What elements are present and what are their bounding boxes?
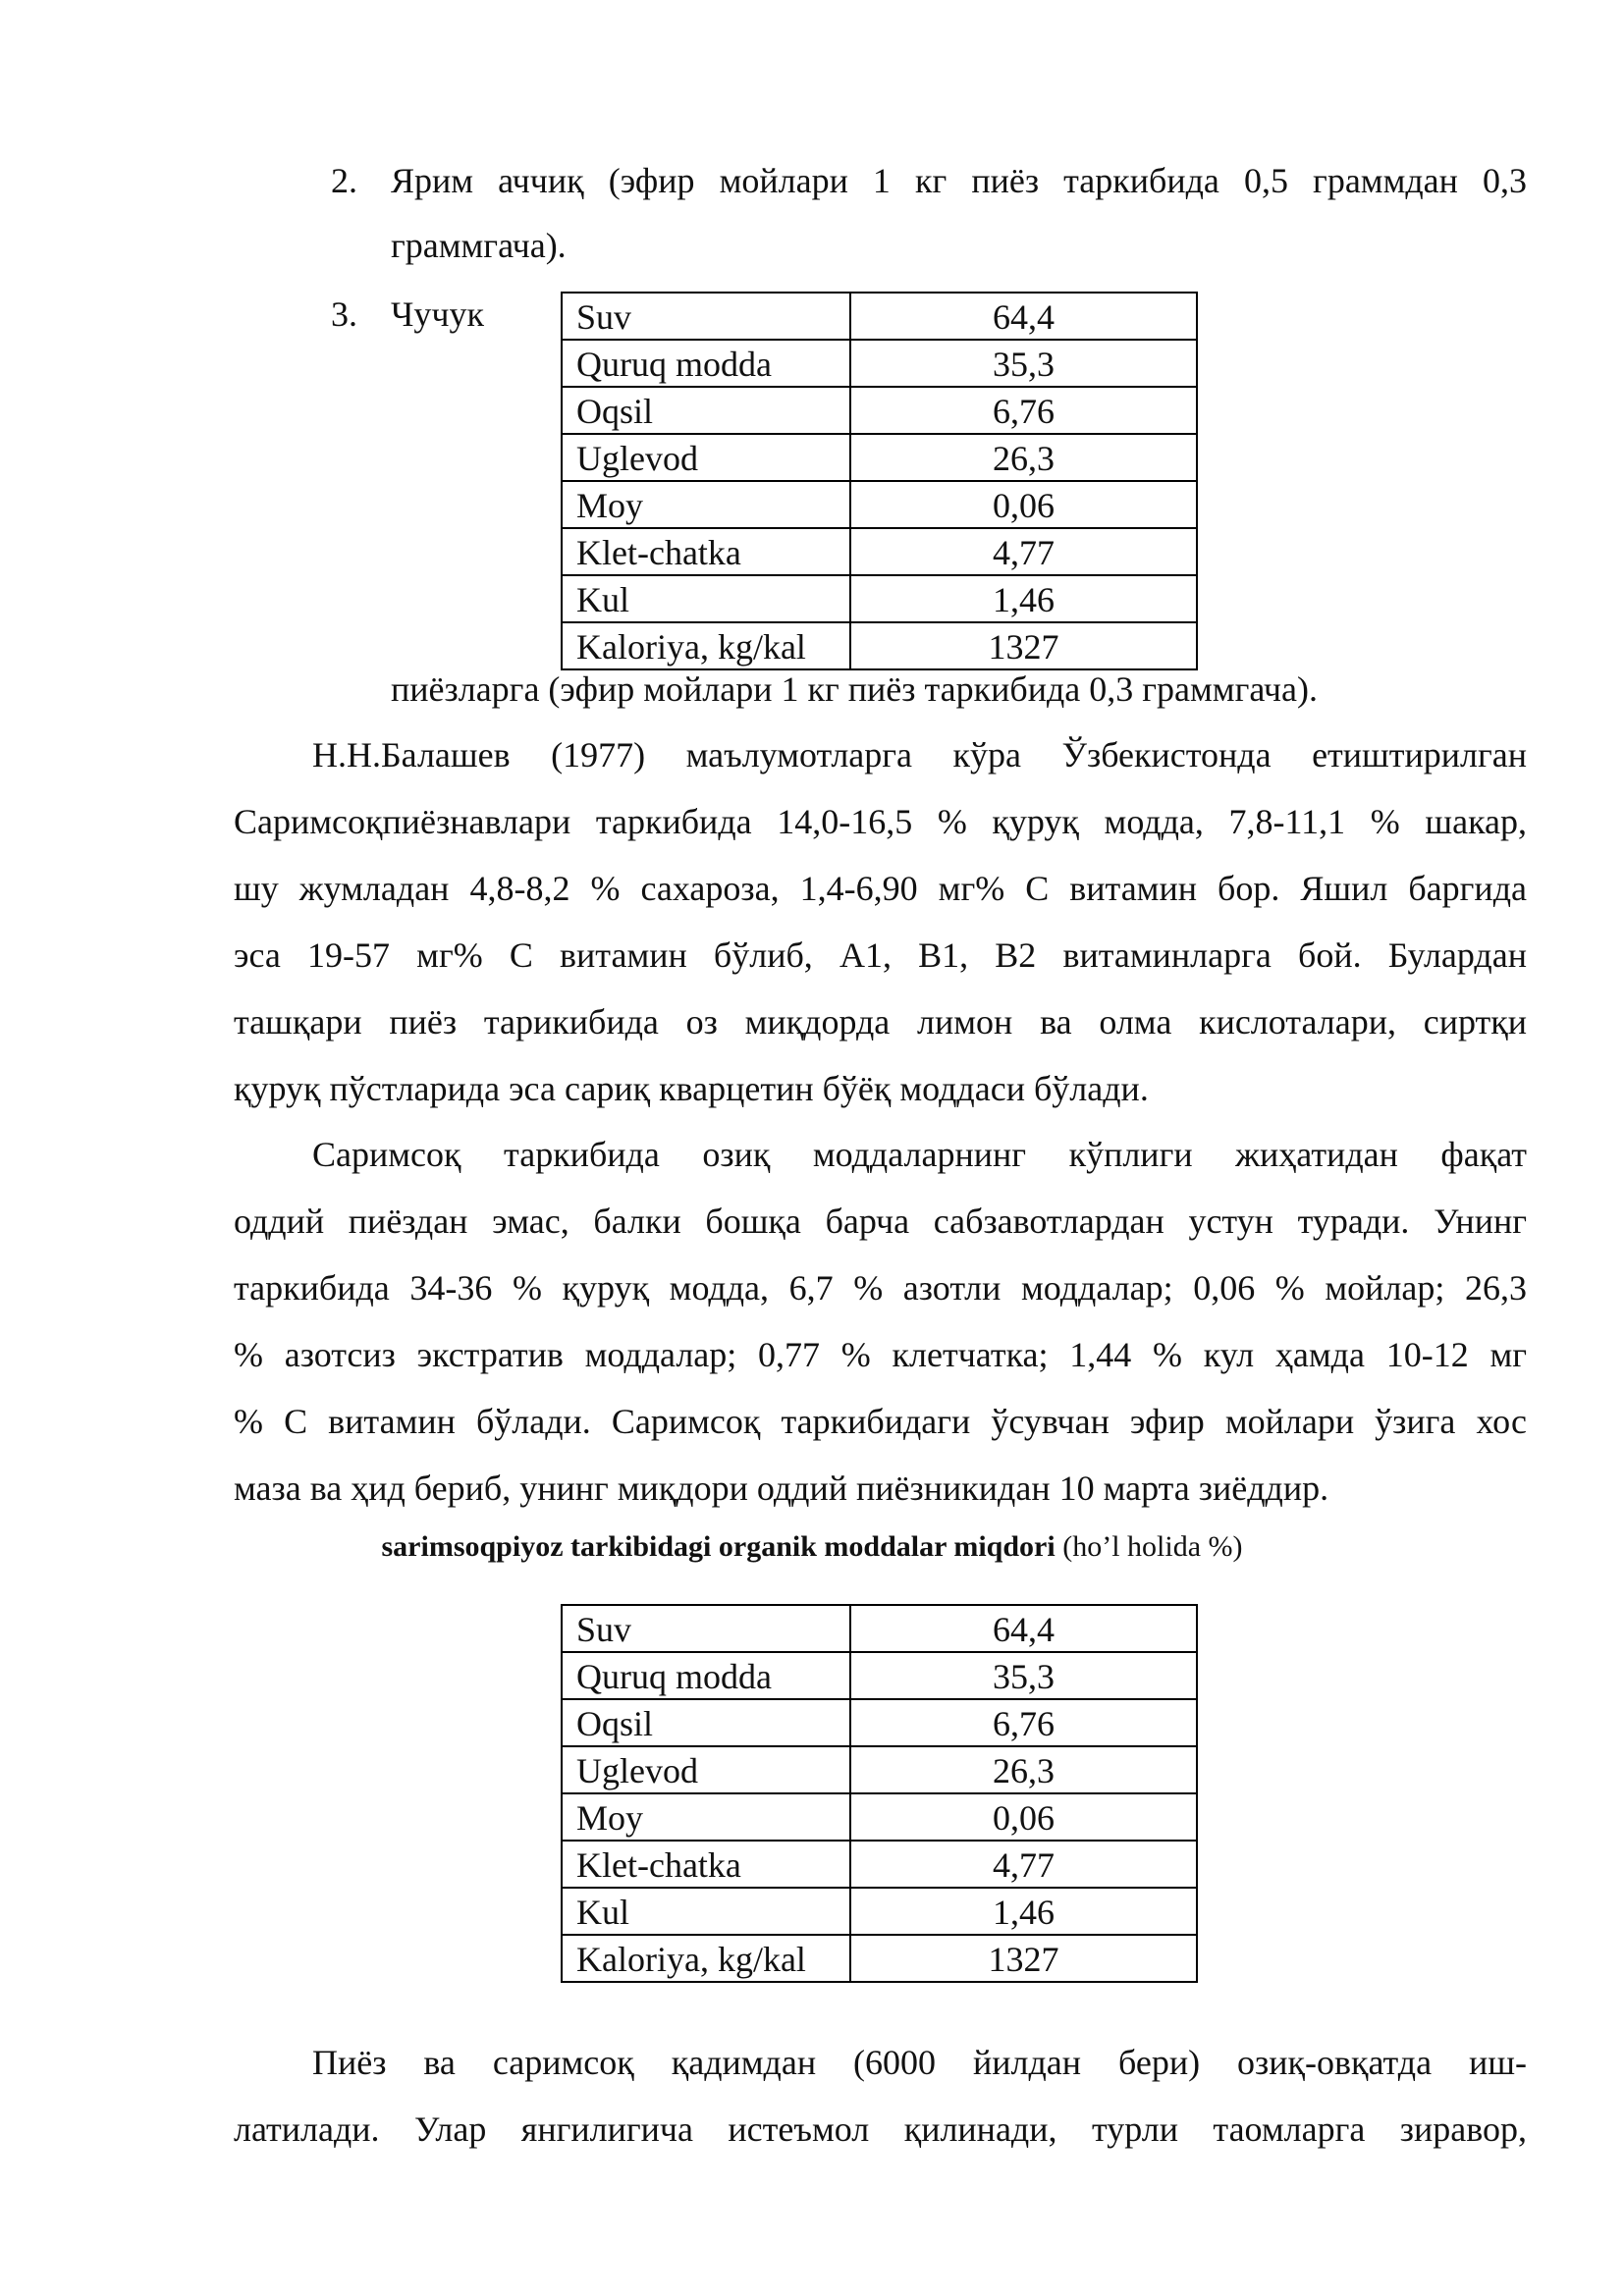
list-item-3-continuation: пиёзларга (эфир мойлари 1 кг пиёз таркибида 0,3 граммгача). [391,669,1318,709]
paragraph-line: % азотсиз экстратив моддалар; 0,77 % клетчатка; 1,44 % кул ҳамда 10-12 мг [234,1335,1527,1374]
row-label: Suv [562,293,850,340]
table-row [562,528,1197,575]
list-number-2: 2. [331,161,357,200]
table-caption [0,1529,1624,1565]
paragraph-line: латилади. Улар янгилигича истеъмол қилинади, турли таомларга зиравор, [234,2109,1527,2149]
row-value: 6,76 [850,387,1197,434]
paragraph-line: ташқари пиёз тарикибида оз миқдорда лимон ва олма кислоталари, сиртқи [234,1002,1527,1041]
table-row [562,1699,1197,1746]
list-item-2-line-2: граммгача). [391,226,567,265]
row-label: Quruq modda [562,1652,850,1699]
table-row [562,622,1197,669]
row-value: 26,3 [850,1746,1197,1793]
row-value: 64,4 [850,293,1197,340]
row-value: 35,3 [850,340,1197,387]
paragraph-line: Саримсоқпиёзнавлари таркибида 14,0-16,5 % қуруқ модда, 7,8-11,1 % шакар, [234,802,1527,841]
paragraph-line: Н.Н.Балашев (1977) маълумотларга кўра Ўзбекистонда етиштирилган [312,735,1527,774]
table-row [562,481,1197,528]
row-label: Oqsil [562,387,850,434]
row-value: 26,3 [850,434,1197,481]
table-row [562,1793,1197,1841]
caption-normal: (ho’l holida %) [1055,1530,1243,1563]
row-value: 4,77 [850,1841,1197,1888]
paragraph-line: Саримсоқ таркибида озиқ моддаларнинг кўплиги жиҳатидан фақат [312,1135,1527,1174]
row-value: 4,77 [850,528,1197,575]
table-row [562,1605,1197,1652]
list-item-3-label: Чучук [391,294,484,334]
paragraph-line: оддий пиёздан эмас, балки бошқа барча сабзавотлардан устун туради. Унинг [234,1201,1527,1241]
table-row [562,1652,1197,1699]
list-item-2-line-1: Ярим аччиқ (эфир мойлари 1 кг пиёз таркибида 0,5 граммдан 0,3 [391,161,1527,200]
row-label: Klet-chatka [562,1841,850,1888]
table-row [562,1888,1197,1935]
row-value: 1,46 [850,575,1197,622]
row-label: Quruq modda [562,340,850,387]
row-value: 1,46 [850,1888,1197,1935]
paragraph-line: таркибида 34-36 % қуруқ модда, 6,7 % азотли моддалар; 0,06 % мойлар; 26,3 [234,1268,1527,1308]
row-value: 0,06 [850,481,1197,528]
row-label: Kul [562,1888,850,1935]
table-row [562,340,1197,387]
paragraph-line: шу жумладан 4,8-8,2 % сахароза, 1,4-6,90 мг% С витамин бор. Яшил баргида [234,869,1527,908]
table-row [562,1746,1197,1793]
row-label: Oqsil [562,1699,850,1746]
row-label: Kaloriya, kg/kal [562,1935,850,1982]
composition-table-top [561,292,1198,670]
table-row [562,387,1197,434]
row-label: Kaloriya, kg/kal [562,622,850,669]
table-row [562,1841,1197,1888]
row-label: Uglevod [562,434,850,481]
paragraph-line: қуруқ пўстларида эса сариқ кварцетин бўёқ моддаси бўлади. [234,1069,1149,1108]
row-label: Klet-chatka [562,528,850,575]
paragraph-line: Пиёз ва саримсоқ қадимдан (6000 йилдан бери) озиқ-овқатда иш- [312,2043,1527,2082]
table-row [562,293,1197,340]
row-value: 1327 [850,1935,1197,1982]
composition-table-bottom [561,1604,1198,1983]
row-value: 35,3 [850,1652,1197,1699]
row-label: Suv [562,1605,850,1652]
row-value: 6,76 [850,1699,1197,1746]
paragraph-line: эса 19-57 мг% С витамин бўлиб, А1, В1, В2 витаминларга бой. Булардан [234,935,1527,975]
table-row [562,1935,1197,1982]
row-label: Moy [562,1793,850,1841]
row-value: 0,06 [850,1793,1197,1841]
list-number-3: 3. [331,294,357,334]
paragraph-line: маза ва ҳид бериб, унинг миқдори оддий пиёзникидан 10 марта зиёддир. [234,1468,1329,1508]
table-row [562,575,1197,622]
row-value: 64,4 [850,1605,1197,1652]
row-label: Moy [562,481,850,528]
caption-bold: sarimsoqpiyoz tarkibidagi organik moddalar miqdori [381,1530,1056,1563]
paragraph-line: % С витамин бўлади. Саримсоқ таркибидаги ўсувчан эфир мойлари ўзига хос [234,1402,1527,1441]
row-label: Uglevod [562,1746,850,1793]
row-label: Kul [562,575,850,622]
table-row [562,434,1197,481]
row-value: 1327 [850,622,1197,669]
